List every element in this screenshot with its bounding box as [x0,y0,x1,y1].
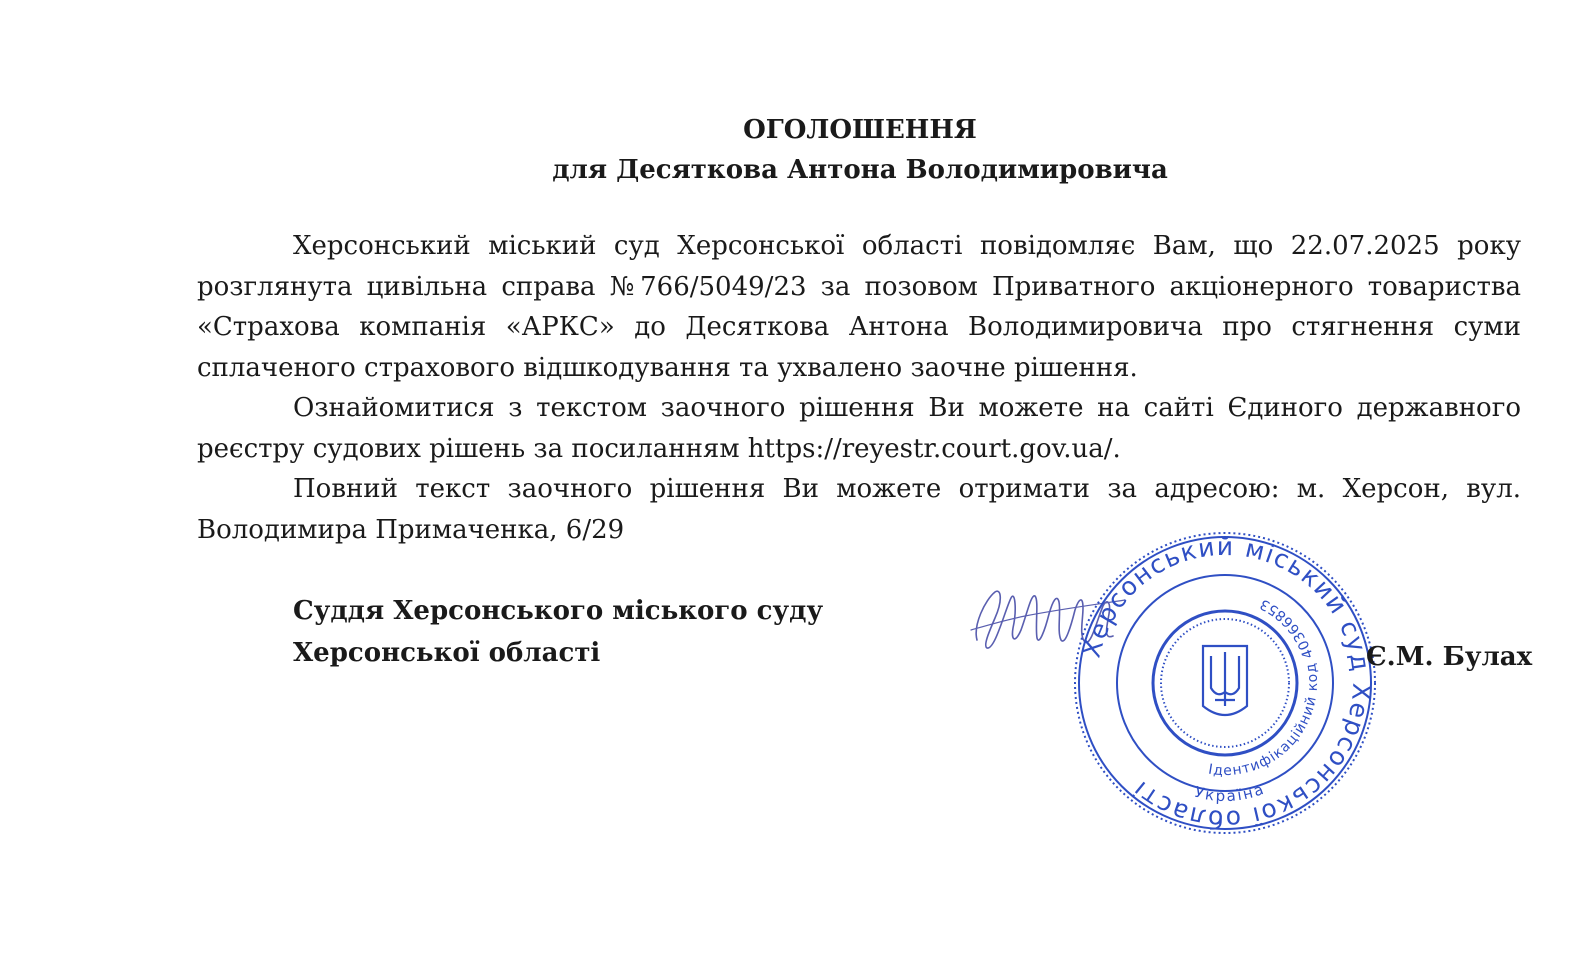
body-paragraph-decision: Херсонський міський суд Херсонської області повідомляє Вам, що 22.07.2025 року розглянута цивільна справа №766/5049/23 за позовом Приватного акціонерного товариства «Страхова компанія «АРКС» до Десяткова Антона Володимировича про стягнення суми сплаченого страхового відшкодування та ухвалено заочне рішення. [197,231,1521,383]
body-paragraph-registry: Ознайомитися з текстом заочного рішення Ви можете на сайті Єдиного державного реєстру судових рішень за посиланням https://reyestr.court.gov.ua/. [197,393,1521,464]
judge-name: Є.М. Булах [1366,642,1533,672]
body-paragraph-address: Повний текст заочного рішення Ви можете отримати за адресою: м. Херсон, вул. Володимира Примаченка, 6/29 [197,474,1521,545]
notice-title: ОГОЛОШЕННЯ [743,115,977,145]
seal-inner-text: Ідентифікаційний код 40366853 [1207,595,1322,780]
trident-emblem-icon [1203,646,1247,715]
judge-position-line-1: Суддя Херсонського міського суду [293,596,824,626]
judge-position [293,590,823,674]
seal-country-text: Україна [1192,779,1268,806]
notice-body [197,226,1521,550]
seal-outer-text: Херсонський міський суд Херсонської області [1076,531,1377,835]
notice-addressee: для Десяткова Антона Володимировича [552,155,1168,185]
judge-position-line-2: Херсонської області [293,638,601,668]
court-seal [1065,528,1385,838]
